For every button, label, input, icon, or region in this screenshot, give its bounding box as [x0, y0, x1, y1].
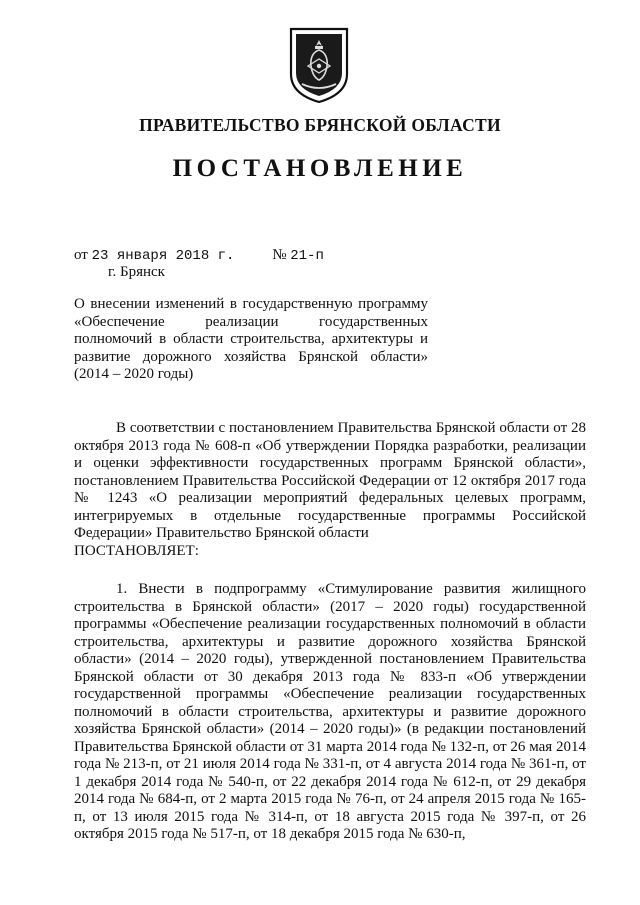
city-label: г. Брянск — [108, 264, 165, 280]
number-prefix: № — [272, 247, 287, 263]
item-1-paragraph: 1. Внести в подпрограмму «Стимулирование развития жилищного строительства в Брянской области» (2017 – 2020 годы) государственной программы «Обеспечение реализации государственных полномочий в области строительства, архитектуры и развитие дорожного хозяйства Брянской области» (2014 – 2020 годы), утвержденной постановлением Правительства Брянской области от 30 декабря 2013 года № 833-п «Об утверждении государственной программы «Обеспечение реализации государственных полномочий в области строительства, архитектуры и развитие дорожного хозяйства Брянской области» (2014 – 2020 годы)» (в редакции постановлений Правительства Брянской области от 31 марта 2014 года № 132-п, от 26 мая 2014 года № 213-п, от 21 июля 2014 года № 331-п, от 4 августа 2014 года № 361-п, от 1 декабря 2014 года № 540-п, от 22 декабря 2014 года № 612-п, от 29 декабря 2014 года № 684-п, от 2 марта 2015 года № 76-п, от 24 апреля 2015 года № 165-п, от 13 июля 2015 года № 314-п, от 18 августа 2015 года № 397-п, от 26 октября 2015 года № 517-п, от 18 декабря 2015 года № 630-п, — [74, 581, 586, 842]
date-prefix: от — [74, 247, 88, 263]
document-type-title: ПОСТАНОВЛЕНИЕ — [172, 155, 468, 182]
coat-of-arms-icon — [288, 26, 350, 104]
date-line — [74, 247, 324, 264]
government-title: ПРАВИТЕЛЬСТВО БРЯНСКОЙ ОБЛАСТИ — [139, 115, 501, 135]
document-number: 21-п — [290, 248, 324, 264]
intro-paragraph: В соответствии с постановлением Правительства Брянской области от 28 октября 2013 года № 608-п «Об утверждении Порядка разработки, реализации и оценки эффективности государственных программ Брянской области», постановлением Правительства Российской Федерации от 12 октября 2017 года № 1243 «О реализации мероприятий федеральных целевых программ, интегрируемых в отдельные государственные программы Российской Федерации» Правительство Брянской области — [74, 420, 586, 541]
document-date: 23 января 2018 г. — [91, 248, 235, 264]
document-body — [74, 420, 586, 844]
resolves-heading: ПОСТАНОВЛЯЕТ: — [74, 542, 199, 559]
document-subject: О внесении изменений в государственную программу «Обеспечение реализации государственных полномочий в области строительства, архитектуры и развитие дорожного хозяйства Брянской области» (2014 – 2020 годы) — [74, 296, 428, 382]
